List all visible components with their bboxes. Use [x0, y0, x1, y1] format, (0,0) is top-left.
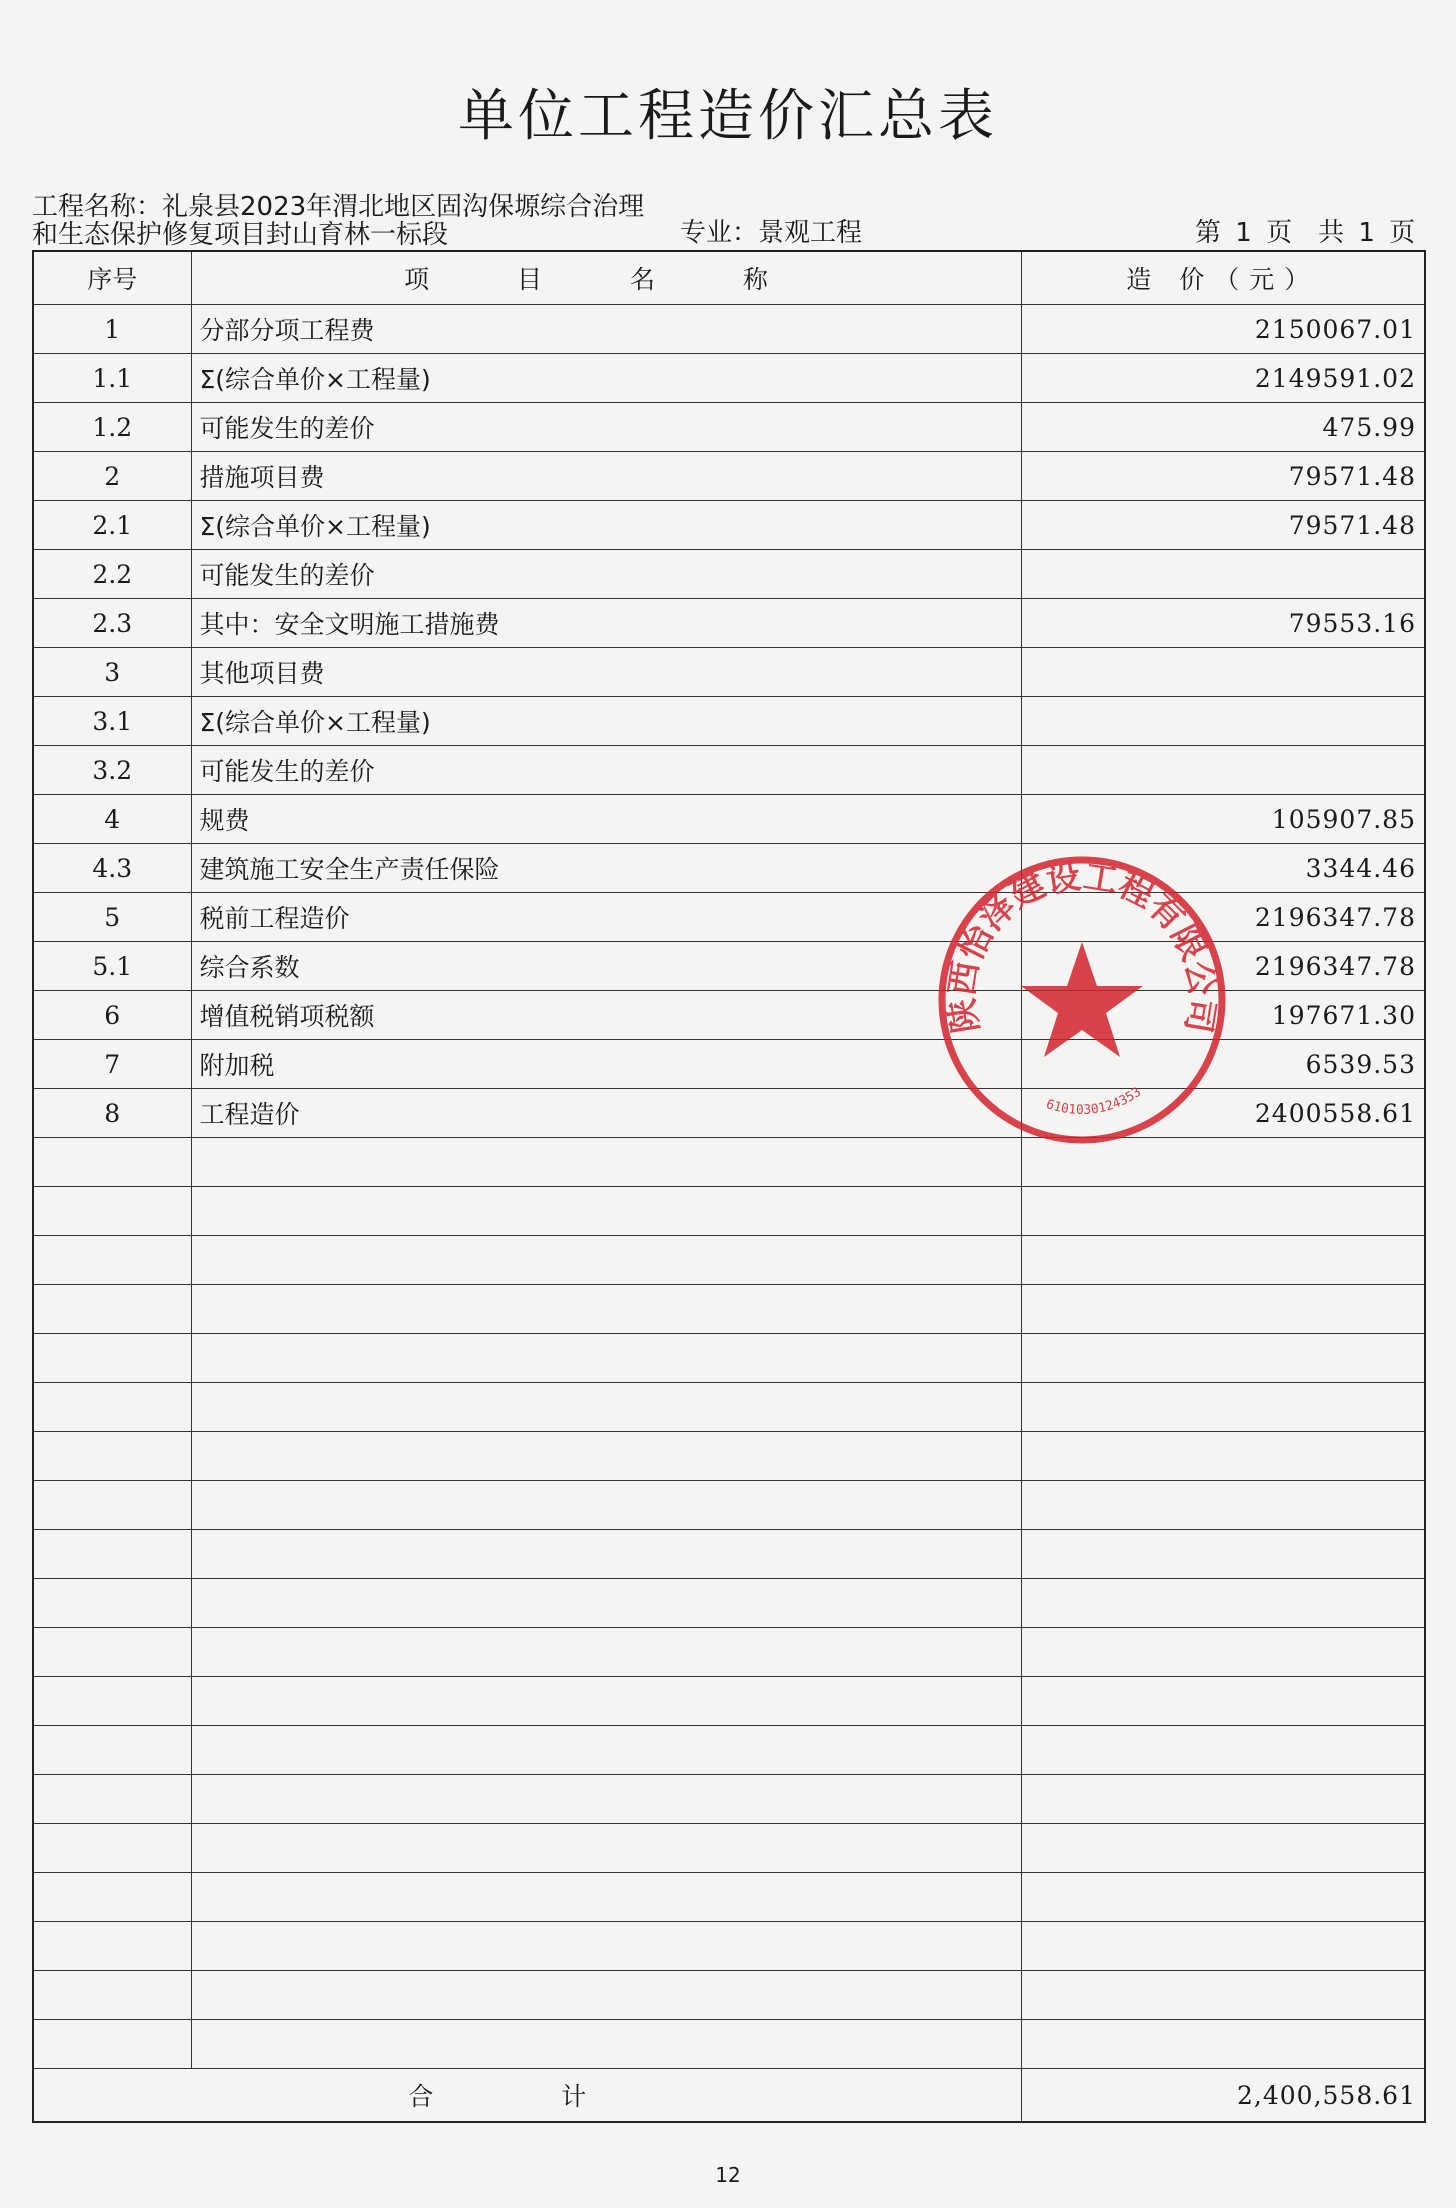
total-label: 合 计: [33, 2069, 1021, 2123]
blank-row: [33, 1824, 1425, 1873]
blank-row: [33, 1530, 1425, 1579]
row-name: 措施项目费: [191, 452, 1021, 501]
table-header-row: [33, 251, 1425, 305]
row-index: 8: [33, 1089, 191, 1138]
row-name: 可能发生的差价: [191, 550, 1021, 599]
specialty-label: 专业：景观工程: [680, 218, 863, 248]
blank-cell: [33, 1726, 191, 1775]
row-index: 2.1: [33, 501, 191, 550]
table-row: [33, 354, 1425, 403]
row-name: Σ(综合单价×工程量): [191, 697, 1021, 746]
row-name: 综合系数: [191, 942, 1021, 991]
table-row: [33, 795, 1425, 844]
blank-cell: [1021, 1775, 1425, 1824]
row-name: 增值税销项税额: [191, 991, 1021, 1040]
blank-cell: [1021, 1579, 1425, 1628]
row-index: 6: [33, 991, 191, 1040]
row-index: 4.3: [33, 844, 191, 893]
table-row: [33, 746, 1425, 795]
page-number: 12: [715, 2163, 741, 2187]
blank-cell: [191, 1187, 1021, 1236]
blank-cell: [33, 1530, 191, 1579]
blank-cell: [191, 1775, 1021, 1824]
blank-cell: [1021, 1726, 1425, 1775]
row-name: 其中：安全文明施工措施费: [191, 599, 1021, 648]
table-row: [33, 844, 1425, 893]
blank-cell: [33, 1481, 191, 1530]
row-value: 197671.30: [1021, 991, 1425, 1040]
blank-cell: [1021, 1432, 1425, 1481]
blank-cell: [1021, 1530, 1425, 1579]
row-name: Σ(综合单价×工程量): [191, 354, 1021, 403]
row-index: 3.2: [33, 746, 191, 795]
row-name: 税前工程造价: [191, 893, 1021, 942]
row-index: 1: [33, 305, 191, 354]
blank-row: [33, 1138, 1425, 1187]
row-index: 2.3: [33, 599, 191, 648]
row-index: 7: [33, 1040, 191, 1089]
row-value: 105907.85: [1021, 795, 1425, 844]
table-row: [33, 403, 1425, 452]
blank-cell: [33, 1285, 191, 1334]
blank-cell: [1021, 2020, 1425, 2069]
blank-cell: [33, 1775, 191, 1824]
blank-cell: [191, 1383, 1021, 1432]
table-row: [33, 991, 1425, 1040]
row-name: 可能发生的差价: [191, 746, 1021, 795]
page-indicator: 第 1 页 共 1 页: [1195, 218, 1416, 248]
header-index: 序号: [33, 251, 191, 305]
row-value: [1021, 746, 1425, 795]
project-name-line2: 和生态保护修复项目封山育林一标段: [32, 220, 449, 250]
blank-cell: [191, 1726, 1021, 1775]
blank-cell: [33, 1971, 191, 2020]
blank-cell: [33, 1138, 191, 1187]
blank-cell: [1021, 1236, 1425, 1285]
row-value: 2196347.78: [1021, 942, 1425, 991]
blank-cell: [191, 1971, 1021, 2020]
row-index: 2: [33, 452, 191, 501]
blank-cell: [33, 1432, 191, 1481]
blank-row: [33, 1628, 1425, 1677]
table-row: [33, 648, 1425, 697]
row-index: 1.2: [33, 403, 191, 452]
blank-cell: [33, 1824, 191, 1873]
blank-cell: [1021, 1285, 1425, 1334]
blank-cell: [1021, 1677, 1425, 1726]
row-index: 3: [33, 648, 191, 697]
row-name: 分部分项工程费: [191, 305, 1021, 354]
row-index: 5: [33, 893, 191, 942]
blank-cell: [1021, 1481, 1425, 1530]
blank-cell: [33, 1677, 191, 1726]
blank-cell: [191, 1236, 1021, 1285]
blank-cell: [33, 1873, 191, 1922]
row-index: 4: [33, 795, 191, 844]
table-row: [33, 697, 1425, 746]
table-row: [33, 599, 1425, 648]
row-name: 建筑施工安全生产责任保险: [191, 844, 1021, 893]
blank-cell: [1021, 1187, 1425, 1236]
blank-cell: [1021, 1334, 1425, 1383]
blank-row: [33, 1775, 1425, 1824]
blank-cell: [33, 1236, 191, 1285]
blank-row: [33, 1971, 1425, 2020]
row-index: 1.1: [33, 354, 191, 403]
row-index: 3.1: [33, 697, 191, 746]
project-name-line1: 工程名称：礼泉县2023年渭北地区固沟保塬综合治理: [32, 192, 645, 222]
blank-cell: [191, 1285, 1021, 1334]
blank-cell: [1021, 1824, 1425, 1873]
blank-cell: [191, 2020, 1021, 2069]
row-value: 2400558.61: [1021, 1089, 1425, 1138]
blank-cell: [191, 1824, 1021, 1873]
blank-cell: [33, 1922, 191, 1971]
row-value: 2149591.02: [1021, 354, 1425, 403]
blank-row: [33, 1726, 1425, 1775]
row-value: [1021, 648, 1425, 697]
blank-row: [33, 1432, 1425, 1481]
blank-cell: [191, 1579, 1021, 1628]
table-row: [33, 501, 1425, 550]
row-value: 6539.53: [1021, 1040, 1425, 1089]
page-title: 单位工程造价汇总表: [458, 84, 998, 149]
table-row: [33, 942, 1425, 991]
blank-row: [33, 1922, 1425, 1971]
table-row: [33, 893, 1425, 942]
blank-cell: [1021, 1971, 1425, 2020]
blank-cell: [33, 1187, 191, 1236]
row-index: 5.1: [33, 942, 191, 991]
blank-cell: [191, 1873, 1021, 1922]
blank-cell: [1021, 1628, 1425, 1677]
blank-row: [33, 1677, 1425, 1726]
table-row: [33, 1040, 1425, 1089]
row-value: [1021, 550, 1425, 599]
row-name: 工程造价: [191, 1089, 1021, 1138]
row-name: Σ(综合单价×工程量): [191, 501, 1021, 550]
blank-cell: [33, 2020, 191, 2069]
table-row: [33, 1089, 1425, 1138]
row-value: [1021, 697, 1425, 746]
row-value: 3344.46: [1021, 844, 1425, 893]
row-value: 2150067.01: [1021, 305, 1425, 354]
blank-cell: [33, 1383, 191, 1432]
row-value: 79553.16: [1021, 599, 1425, 648]
table-row: [33, 550, 1425, 599]
blank-cell: [191, 1922, 1021, 1971]
blank-cell: [191, 1530, 1021, 1579]
cost-summary-table: [32, 250, 1426, 2123]
blank-row: [33, 1873, 1425, 1922]
table-row: [33, 452, 1425, 501]
blank-cell: [191, 1677, 1021, 1726]
blank-cell: [191, 1628, 1021, 1677]
blank-cell: [33, 1628, 191, 1677]
total-row: [33, 2069, 1425, 2123]
blank-cell: [1021, 1873, 1425, 1922]
header-name: 项 目 名 称: [191, 251, 1021, 305]
row-value: 79571.48: [1021, 501, 1425, 550]
row-value: 79571.48: [1021, 452, 1425, 501]
blank-cell: [1021, 1383, 1425, 1432]
row-value: 2196347.78: [1021, 893, 1425, 942]
blank-row: [33, 1383, 1425, 1432]
blank-row: [33, 2020, 1425, 2069]
blank-row: [33, 1187, 1425, 1236]
row-name: 其他项目费: [191, 648, 1021, 697]
row-index: 2.2: [33, 550, 191, 599]
row-name: 规费: [191, 795, 1021, 844]
blank-row: [33, 1285, 1425, 1334]
row-value: 475.99: [1021, 403, 1425, 452]
table-row: [33, 305, 1425, 354]
header-value: 造 价（元）: [1021, 251, 1425, 305]
blank-cell: [191, 1334, 1021, 1383]
table-body: [33, 305, 1425, 2069]
seal-text: 陕西怡泽建设工程有限公司: [942, 856, 1222, 1036]
blank-cell: [1021, 1922, 1425, 1971]
seal-code: 6101030124353: [1044, 1084, 1145, 1119]
blank-cell: [191, 1432, 1021, 1481]
blank-cell: [33, 1579, 191, 1628]
blank-row: [33, 1334, 1425, 1383]
row-name: 可能发生的差价: [191, 403, 1021, 452]
blank-row: [33, 1236, 1425, 1285]
blank-cell: [191, 1481, 1021, 1530]
blank-row: [33, 1481, 1425, 1530]
row-name: 附加税: [191, 1040, 1021, 1089]
blank-cell: [33, 1334, 191, 1383]
total-value: 2,400,558.61: [1021, 2069, 1425, 2123]
blank-cell: [1021, 1138, 1425, 1187]
blank-row: [33, 1579, 1425, 1628]
blank-cell: [191, 1138, 1021, 1187]
